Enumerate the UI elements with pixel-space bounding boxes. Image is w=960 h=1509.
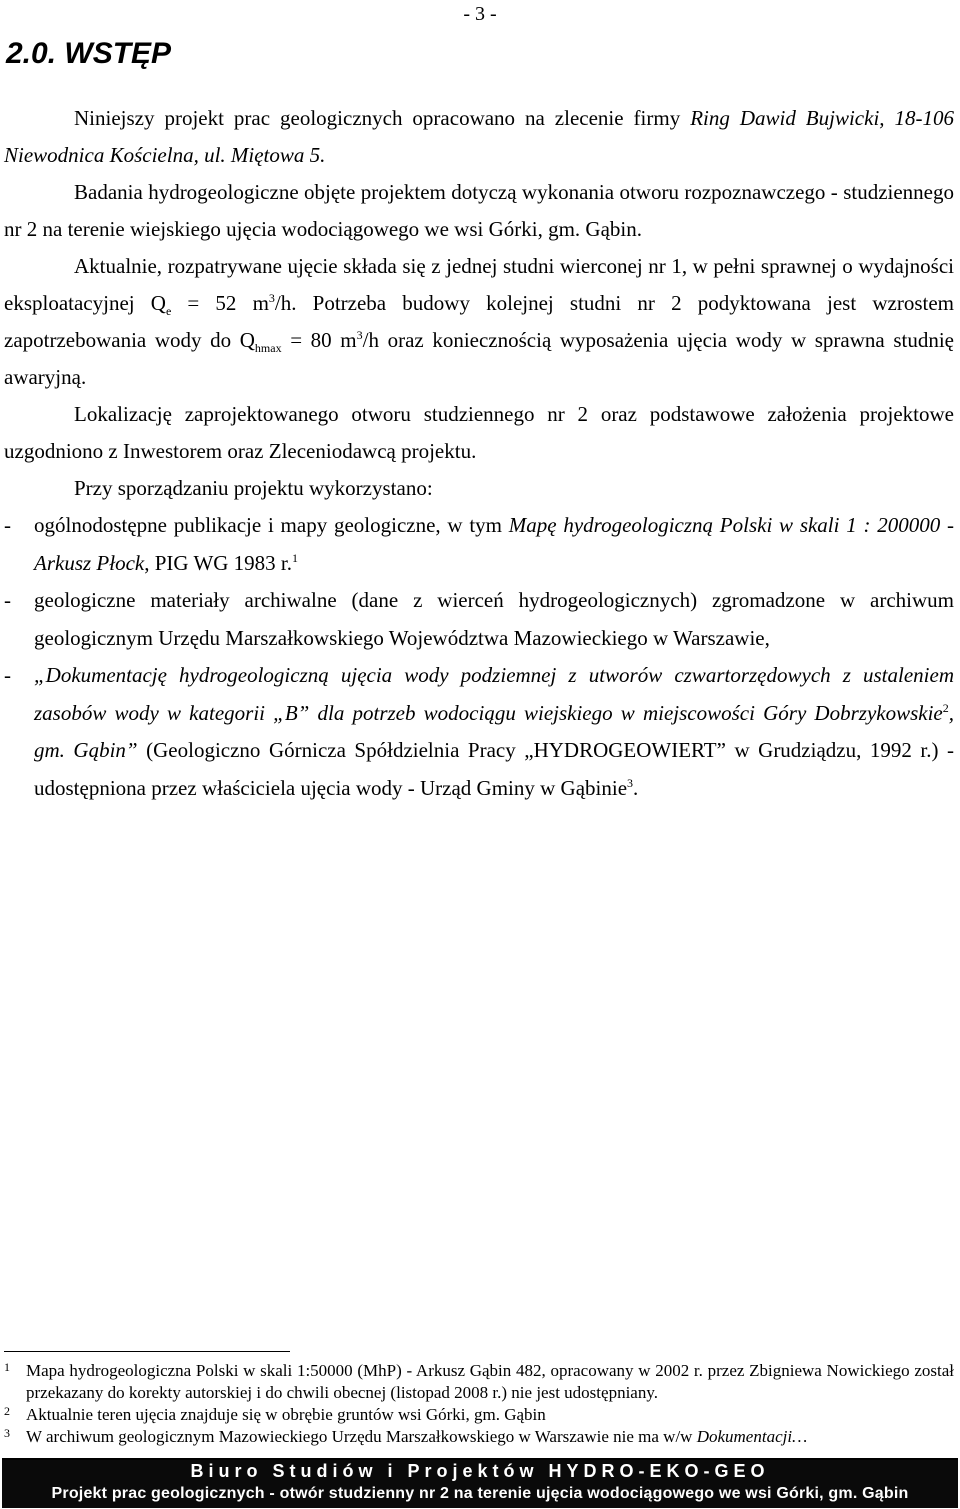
cited-document-title: „Dokumentację hydrogeologiczną ujęcia wody podziemnej z utworów czwartorzędowych z ustaleniem zasobów wody w kategorii „B” dla potrzeb wodociągu wiejskiego w miejscowości Góry Dobrzykowskie [34,663,954,725]
text-segment: . [633,775,639,800]
footnote [4,1360,954,1404]
text-segment: = 52 m [171,291,269,315]
footer-project: Projekt prac geologicznych - otwór studzienny nr 2 na terenie ujęcia wodociągowego we wsi Górki, gm. Gąbin [51,1485,909,1502]
paragraph-text: Niniejszy projekt prac geologicznych opracowano na zlecenie firmy [74,106,691,130]
paragraph-location: Lokalizację zaprojektowanego otworu studziennego nr 2 oraz podstawowe założenia projektowe uzgodniono z Inwestorem oraz Zleceniodawcą projektu. [4,402,954,463]
text-segment: (Geologiczno Górnicza Spółdzielnia Pracy „HYDROGEOWIERT” w Grudziądzu, 1992 r.) - udostępniona przez właściciela ujęcia wody - Urząd Gminy w Gąbinie [34,738,954,800]
text-segment: = 80 m [281,328,357,352]
footnote-number: 3 [4,1426,10,1440]
list-item [4,657,954,807]
cited-map-title: Mapę hydrogeologiczną Polski w skali 1 : 200000 - Arkusz Płock [34,513,954,575]
page-number: - 3 - [463,3,497,25]
list-dash: - [4,588,11,612]
text-segment: , PIG WG 1983 r. [144,550,293,575]
document-body [4,100,954,807]
footnote-number: 2 [4,1404,10,1418]
list-dash: - [4,513,11,537]
paragraph-scope: Badania hydrogeologiczne objęte projektem dotyczą wykonania otworu rozpoznawczego - studziennego nr 2 na terenie wiejskiego ujęcia wodociągowego we wsi Górki, gm. Gąbin. [4,180,954,241]
footnote-number: 1 [4,1360,10,1374]
footnote-ref: 1 [292,550,299,565]
text-segment: Aktualnie, rozpatrywane ujęcie składa się z jednej studni wierconej nr 1, w pełni sprawnej o wydajności eksploatacyjnej Q [4,254,954,315]
subscript: e [165,304,172,319]
footnote-text: Aktualnie teren ujęcia znajduje się w obrębie gruntów wsi Górki, gm. Gąbin [26,1405,546,1424]
footer-company: Biuro Studiów i Projektów HYDRO-EKO-GEO [190,1461,770,1481]
footnote-text: Mapa hydrogeologiczna Polski w skali 1:50000 (MhP) - Arkusz Gąbin 482, opracowany w 2002 r. przez Zbigniewa Nowickiego został przekazany do korekty autorskiej i do chwili obecnej (listopad 2008 r.) nie jest udostępniany. [26,1361,954,1402]
list-item [4,582,954,657]
cited-document-title: , gm. Gąbin” [34,700,954,762]
paragraph-current-state [4,248,954,396]
superscript: 3 [268,291,275,305]
paragraph-sources-intro: Przy sporządzaniu projektu wykorzystano: [74,476,433,500]
footnote-text: W archiwum geologicznym Mazowieckiego Urzędu Marszałkowskiego w Warszawie nie ma w/w [26,1427,697,1446]
footnotes [4,1360,954,1448]
text-segment: ogólnodostępne publikacje i mapy geologiczne, w tym [34,513,509,537]
list-dash: - [4,663,11,687]
paragraph-commission [4,100,954,174]
footnote [4,1426,954,1448]
text-segment: /h oraz koniecznością wyposażenia ujęcia wody w sprawna studnię awaryjną. [4,328,954,389]
footnote-divider [4,1351,290,1352]
list-item [4,507,954,582]
superscript: 3 [356,328,363,342]
footnote-ref: 3 [627,775,634,790]
page-footer [2,1458,958,1508]
footnote [4,1404,954,1426]
footnote-italic: Dokumentacji… [696,1427,808,1446]
client-name: Ring Dawid Bujwicki, 18-106 Niewodnica Kościelna, ul. Miętowa 5. [4,106,954,167]
text-segment: /h. Potrzeba budowy kolejnej studni nr 2 podyktowana jest wzrostem zapotrzebowania wody do Q [4,291,954,352]
subscript: hmax [254,341,282,356]
section-heading: 2.0. WSTĘP [6,37,172,70]
footnote-ref: 2 [942,700,949,715]
text-segment: geologiczne materiały archiwalne (dane z wierceń hydrogeologicznych) zgromadzone w archiwum geologicznym Urzędu Marszałkowskiego Województwa Mazowieckiego w Warszawie, [34,588,954,650]
